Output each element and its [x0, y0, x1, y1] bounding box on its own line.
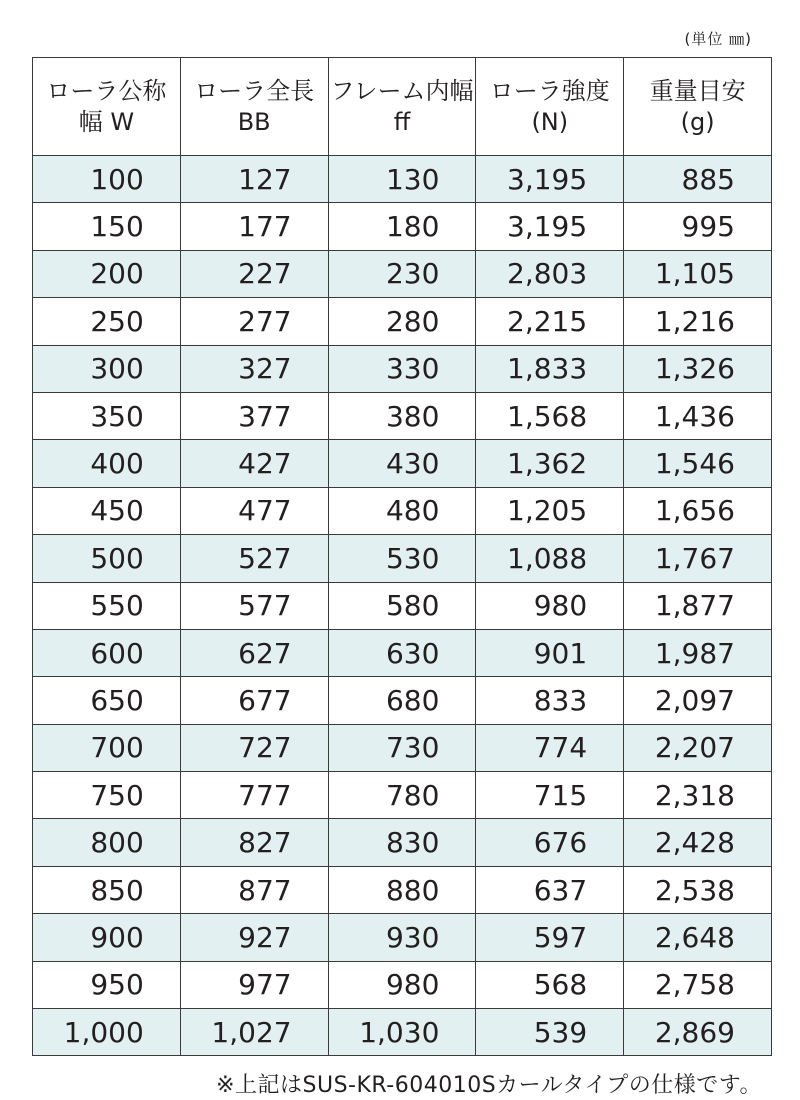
table-row	[33, 535, 772, 582]
cell-roller-width: 900	[33, 914, 181, 961]
cell-weight: 1,436	[624, 392, 772, 439]
cell-roller-width: 550	[33, 582, 181, 629]
cell-roller-width: 800	[33, 819, 181, 866]
table-row	[33, 392, 772, 439]
cell-roller-length: 427	[180, 440, 328, 487]
cell-roller-strength: 539	[476, 1009, 624, 1056]
cell-frame-inner-width: 780	[328, 772, 476, 819]
cell-roller-width: 100	[33, 156, 181, 203]
cell-roller-length: 977	[180, 961, 328, 1008]
cell-roller-width: 650	[33, 677, 181, 724]
table-row	[33, 582, 772, 629]
header-row	[33, 58, 772, 156]
cell-frame-inner-width: 180	[328, 203, 476, 250]
cell-weight: 885	[624, 156, 772, 203]
cell-roller-length: 327	[180, 345, 328, 392]
cell-roller-width: 250	[33, 298, 181, 345]
cell-roller-strength: 1,088	[476, 535, 624, 582]
cell-roller-strength: 637	[476, 866, 624, 913]
cell-weight: 1,987	[624, 629, 772, 676]
header-roller-length	[180, 58, 328, 156]
table-row	[33, 724, 772, 771]
header-line: ローラ強度	[489, 76, 610, 105]
cell-frame-inner-width: 130	[328, 156, 476, 203]
cell-roller-strength: 715	[476, 772, 624, 819]
header-roller-strength	[476, 58, 624, 156]
cell-roller-strength: 774	[476, 724, 624, 771]
cell-frame-inner-width: 280	[328, 298, 476, 345]
cell-roller-strength: 597	[476, 914, 624, 961]
header-line: BB	[237, 107, 271, 136]
header-line: ローラ全長	[194, 76, 315, 105]
cell-roller-length: 627	[180, 629, 328, 676]
footnote: ※上記はSUS-KR-604010Sカールタイプの仕様です。	[216, 1073, 762, 1098]
cell-roller-length: 477	[180, 487, 328, 534]
cell-weight: 2,869	[624, 1009, 772, 1056]
table-row	[33, 914, 772, 961]
header-line: ローラ公称	[46, 76, 167, 105]
cell-frame-inner-width: 980	[328, 961, 476, 1008]
cell-weight: 1,105	[624, 250, 772, 297]
cell-roller-strength: 833	[476, 677, 624, 724]
cell-roller-width: 750	[33, 772, 181, 819]
cell-weight: 2,758	[624, 961, 772, 1008]
cell-roller-length: 277	[180, 298, 328, 345]
cell-frame-inner-width: 530	[328, 535, 476, 582]
cell-roller-width: 850	[33, 866, 181, 913]
cell-roller-strength: 2,803	[476, 250, 624, 297]
table-row	[33, 961, 772, 1008]
cell-weight: 1,656	[624, 487, 772, 534]
cell-frame-inner-width: 380	[328, 392, 476, 439]
cell-roller-length: 377	[180, 392, 328, 439]
cell-frame-inner-width: 480	[328, 487, 476, 534]
table-row	[33, 298, 772, 345]
header-line: フレーム内幅	[330, 76, 474, 105]
cell-frame-inner-width: 230	[328, 250, 476, 297]
cell-roller-strength: 568	[476, 961, 624, 1008]
cell-roller-length: 727	[180, 724, 328, 771]
cell-weight: 1,767	[624, 535, 772, 582]
cell-weight: 2,097	[624, 677, 772, 724]
table-row	[33, 819, 772, 866]
table-row	[33, 1009, 772, 1056]
header-line: (N)	[531, 107, 569, 136]
cell-roller-length: 527	[180, 535, 328, 582]
cell-roller-width: 300	[33, 345, 181, 392]
table-row	[33, 250, 772, 297]
cell-roller-strength: 676	[476, 819, 624, 866]
cell-weight: 2,318	[624, 772, 772, 819]
cell-weight: 1,326	[624, 345, 772, 392]
header-frame-inner-width	[328, 58, 476, 156]
cell-frame-inner-width: 830	[328, 819, 476, 866]
cell-roller-strength: 3,195	[476, 203, 624, 250]
cell-frame-inner-width: 430	[328, 440, 476, 487]
table-row	[33, 345, 772, 392]
table-row	[33, 440, 772, 487]
cell-roller-strength: 1,205	[476, 487, 624, 534]
cell-roller-width: 350	[33, 392, 181, 439]
cell-roller-strength: 980	[476, 582, 624, 629]
cell-weight: 2,648	[624, 914, 772, 961]
header-line: 幅 W	[78, 107, 135, 136]
cell-roller-length: 827	[180, 819, 328, 866]
table-row	[33, 772, 772, 819]
roller-spec-table	[32, 57, 772, 1056]
table-row	[33, 677, 772, 724]
cell-frame-inner-width: 730	[328, 724, 476, 771]
cell-roller-strength: 3,195	[476, 156, 624, 203]
cell-roller-width: 1,000	[33, 1009, 181, 1056]
cell-roller-width: 950	[33, 961, 181, 1008]
cell-roller-width: 450	[33, 487, 181, 534]
cell-roller-strength: 1,833	[476, 345, 624, 392]
cell-roller-length: 127	[180, 156, 328, 203]
table-row	[33, 487, 772, 534]
cell-roller-length: 677	[180, 677, 328, 724]
cell-weight: 995	[624, 203, 772, 250]
cell-roller-width: 200	[33, 250, 181, 297]
cell-frame-inner-width: 1,030	[328, 1009, 476, 1056]
cell-roller-width: 600	[33, 629, 181, 676]
cell-roller-length: 177	[180, 203, 328, 250]
cell-roller-width: 150	[33, 203, 181, 250]
table-row	[33, 156, 772, 203]
cell-roller-strength: 1,362	[476, 440, 624, 487]
cell-frame-inner-width: 630	[328, 629, 476, 676]
cell-roller-length: 577	[180, 582, 328, 629]
cell-weight: 1,216	[624, 298, 772, 345]
cell-frame-inner-width: 680	[328, 677, 476, 724]
cell-roller-length: 877	[180, 866, 328, 913]
cell-roller-strength: 2,215	[476, 298, 624, 345]
cell-roller-width: 400	[33, 440, 181, 487]
cell-roller-length: 227	[180, 250, 328, 297]
header-weight	[624, 58, 772, 156]
table-row	[33, 629, 772, 676]
cell-frame-inner-width: 330	[328, 345, 476, 392]
cell-frame-inner-width: 580	[328, 582, 476, 629]
cell-weight: 1,546	[624, 440, 772, 487]
unit-label: (単位 ㎜)	[684, 30, 752, 48]
cell-roller-length: 927	[180, 914, 328, 961]
cell-roller-width: 700	[33, 724, 181, 771]
cell-weight: 1,877	[624, 582, 772, 629]
table-row	[33, 203, 772, 250]
cell-roller-length: 1,027	[180, 1009, 328, 1056]
cell-frame-inner-width: 880	[328, 866, 476, 913]
cell-roller-strength: 1,568	[476, 392, 624, 439]
cell-roller-length: 777	[180, 772, 328, 819]
table-row	[33, 866, 772, 913]
header-line: 重量目安	[649, 76, 746, 105]
header-line: (g)	[680, 107, 715, 136]
cell-frame-inner-width: 930	[328, 914, 476, 961]
cell-roller-width: 500	[33, 535, 181, 582]
header-roller-width	[33, 58, 181, 156]
table-body	[33, 156, 772, 1056]
cell-weight: 2,207	[624, 724, 772, 771]
cell-weight: 2,538	[624, 866, 772, 913]
cell-weight: 2,428	[624, 819, 772, 866]
cell-roller-strength: 901	[476, 629, 624, 676]
header-line: ff	[393, 107, 411, 136]
